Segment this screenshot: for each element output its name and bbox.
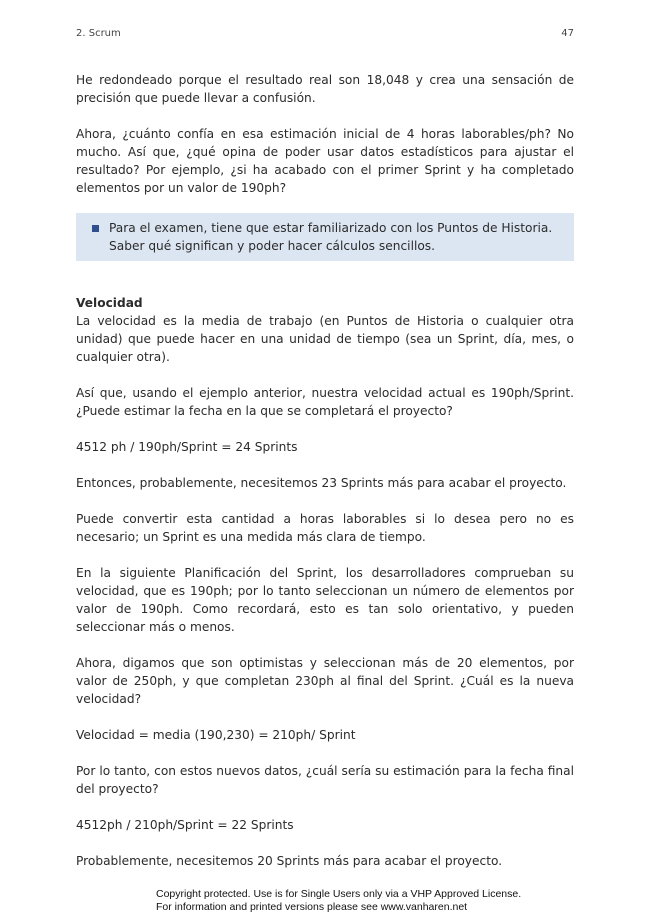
page-number: 47 [561, 28, 574, 39]
exam-tip-callout [76, 213, 574, 261]
footer-line: Copyright protected. Use is for Single Users only via a VHP Approved License. [156, 888, 522, 900]
page-body [76, 71, 574, 870]
paragraph: Entonces, probablemente, necesitemos 23 Sprints más para acabar el proyecto. [76, 476, 567, 490]
formula: Velocidad = media (190,230) = 210ph/ Sprint [76, 728, 356, 742]
paragraph: He redondeado porque el resultado real son 18,048 y crea una sensación de precisión que puede llevar a confusión. [76, 73, 574, 105]
chapter-label: 2. Scrum [76, 28, 121, 39]
paragraph: Puede convertir esta cantidad a horas laborables si lo desea pero no es necesario; un Sprint es una medida más clara de tiempo. [76, 512, 574, 544]
callout-text: Para el examen, tiene que estar familiarizado con los Puntos de Historia. Saber qué significan y poder hacer cálculos sencillos. [109, 221, 553, 253]
formula: 4512ph / 210ph/Sprint = 22 Sprints [76, 818, 294, 832]
paragraph: Ahora, ¿cuánto confía en esa estimación inicial de 4 horas laborables/ph? No mucho. Así que, ¿qué opina de poder usar datos estadísticos para ajustar el resultado? Por ejemplo, ¿si ha acabado con el primer Sprint y ha completado elementos por un valor de 190ph? [76, 127, 574, 195]
paragraph: Ahora, digamos que son optimistas y seleccionan más de 20 elementos, por valor de 250ph, y que completan 230ph al final del Sprint. ¿Cuál es la nueva velocidad? [76, 656, 574, 706]
section-heading: Velocidad [76, 296, 143, 310]
formula: 4512 ph / 190ph/Sprint = 24 Sprints [76, 440, 298, 454]
footer-line: For information and printed versions please see www.vanharen.net [156, 901, 468, 913]
square-bullet-icon [92, 225, 99, 232]
paragraph: Por lo tanto, con estos nuevos datos, ¿cuál sería su estimación para la fecha final del proyecto? [76, 764, 574, 796]
paragraph: En la siguiente Planificación del Sprint, los desarrolladores comprueban su velocidad, que es 190ph; por lo tanto seleccionan un número de elementos por valor de 190ph. Como recordará, esto es tan solo orientativo, y pueden seleccionar más o menos. [76, 566, 574, 634]
paragraph: Probablemente, necesitemos 20 Sprints más para acabar el proyecto. [76, 854, 503, 868]
page-header [76, 28, 574, 39]
paragraph: Así que, usando el ejemplo anterior, nuestra velocidad actual es 190ph/Sprint. ¿Puede estimar la fecha en la que se completará el proyecto? [76, 386, 574, 418]
copyright-footer [156, 888, 521, 914]
paragraph: La velocidad es la media de trabajo (en Puntos de Historia o cualquier otra unidad) que puede hacer en una unidad de tiempo (sea un Sprint, día, mes, o cualquier otra). [76, 314, 574, 364]
